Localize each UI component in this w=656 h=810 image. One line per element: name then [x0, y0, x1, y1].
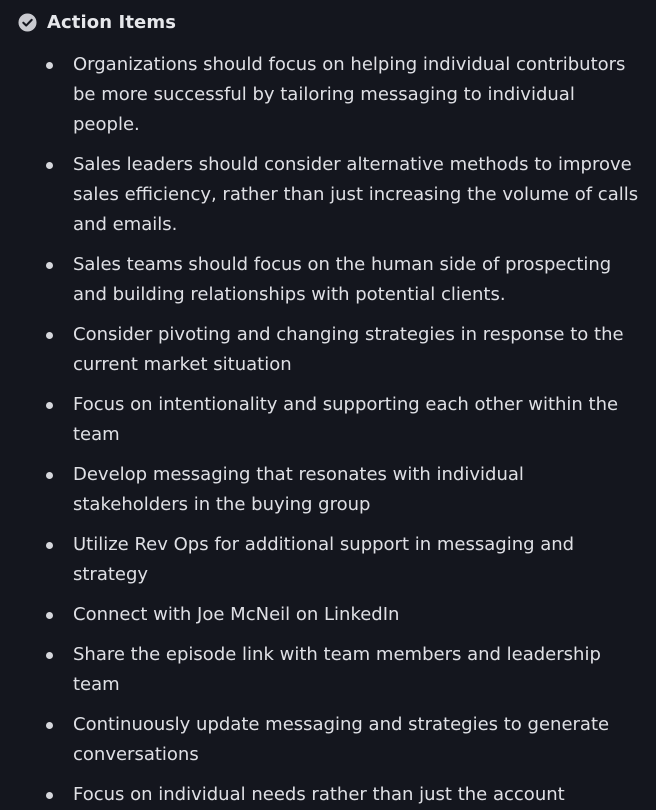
bullet-icon [46, 332, 53, 339]
list-item-text: Develop messaging that resonates with individual stakeholders in the buying group [73, 464, 524, 515]
list-item-text: Focus on individual needs rather than just the account [73, 784, 565, 805]
list-item [18, 710, 656, 770]
list-item [18, 640, 656, 700]
list-item-text: Share the episode link with team members and leadership team [73, 644, 601, 695]
list-item-text: Utilize Rev Ops for additional support in messaging and strategy [73, 534, 575, 585]
list-item-text: Sales leaders should consider alternative methods to improve sales efficiency, rather than just increasing the volume of calls and emails. [73, 154, 639, 235]
bullet-icon [46, 722, 53, 729]
list-item [18, 390, 656, 450]
list-item [18, 460, 656, 520]
bullet-icon [46, 612, 53, 619]
list-item-text: Consider pivoting and changing strategies in response to the current market situation [73, 324, 624, 375]
list-item [18, 530, 656, 590]
action-items-list [18, 50, 656, 810]
list-item-text: Connect with Joe McNeil on LinkedIn [73, 604, 400, 625]
bullet-icon [46, 62, 53, 69]
list-item [18, 50, 656, 140]
section-title: Action Items [47, 11, 177, 33]
section-header [18, 8, 656, 36]
bullet-icon [46, 262, 53, 269]
list-item [18, 780, 656, 810]
bullet-icon [46, 472, 53, 479]
bullet-icon [46, 652, 53, 659]
list-item [18, 600, 656, 630]
bullet-icon [46, 542, 53, 549]
bullet-icon [46, 162, 53, 169]
list-item-text: Sales teams should focus on the human side of prospecting and building relationships with potential clients. [73, 254, 612, 305]
list-item [18, 320, 656, 380]
bullet-icon [46, 402, 53, 409]
list-item-text: Organizations should focus on helping individual contributors be more successful by tailoring messaging to individual people. [73, 54, 626, 135]
bullet-icon [46, 792, 53, 799]
check-circle-icon [18, 13, 37, 32]
list-item-text: Focus on intentionality and supporting each other within the team [73, 394, 619, 445]
list-item-text: Continuously update messaging and strategies to generate conversations [73, 714, 610, 765]
list-item [18, 150, 656, 240]
list-item [18, 250, 656, 310]
